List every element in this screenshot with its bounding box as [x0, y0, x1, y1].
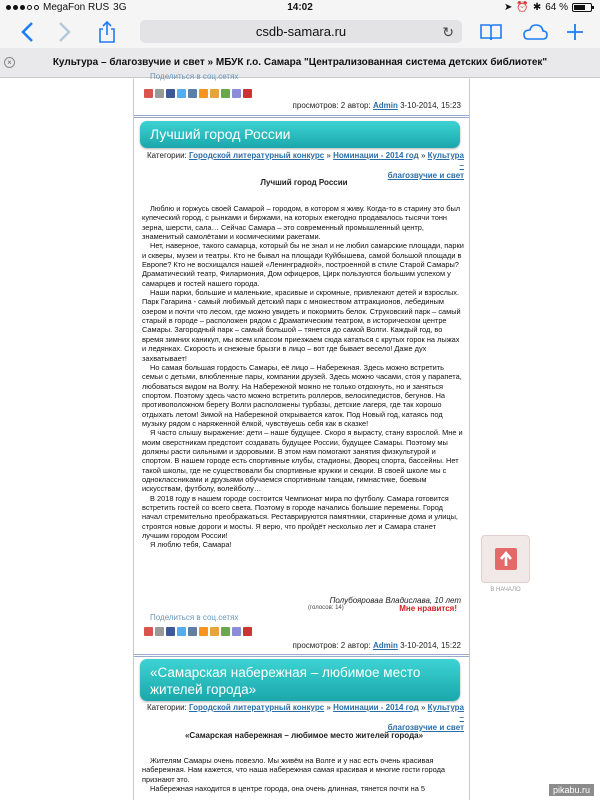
post-title[interactable]: «Самарская набережная – любимое место жителей города» — [140, 659, 460, 701]
article-paragraph: Я часто слышу выражение: дети – наше будущее. Скоро я вырасту, стану взрослой. Мне и моим сверстникам предстоит создавать будущее России, будущее Самары. Поэтому мы должны расти сильными и здоровыми. В этом нам помогают занятия физкультурой и спортом. В нашем городе есть спортивные клубы, стадионы, Дворец спорта, бассейны. Нет такой школы, где не существовали бы спортивные кружки и секции. В своей школе мы с одноклассниками и друзьями обучаемся спортивным танцам, гимнастике, боевым искусствам, футболу, волейболу… — [142, 428, 463, 494]
status-right — [504, 2, 592, 13]
reload-icon[interactable]: ↻ — [442, 24, 454, 40]
address-bar[interactable] — [140, 20, 462, 43]
share-icon-6[interactable] — [199, 89, 208, 98]
content-column — [133, 72, 470, 800]
share-icons — [144, 89, 252, 98]
forward-button[interactable] — [52, 16, 78, 48]
new-tab-button[interactable] — [562, 16, 588, 48]
share-icon-6[interactable] — [199, 627, 208, 636]
article-paragraph: Наши парки, большие и маленькие, красивые и скромные, привлекают детей и взрослых. Парк Гагарина - самый любимый детский парк с множеством аттракционов, лебединым озером и почти что лесом, где можно увидеть и покормить белок. Струковский парк – самый старый в городе – расположен рядом с Драматическим театром, в историческом центре Самары. Загородный парк – самый большой – тянется до самой Волги. Каждый год, во время зимних каникул, мы всем классом приезжаем сюда кататься с крутых горок на лыжах и ледянках. Скорость и снежные брызги в лицо – вот где бывает весело! Даже дух захватывает! — [142, 288, 461, 363]
share-icon-3[interactable] — [166, 89, 175, 98]
plus-icon — [566, 23, 584, 41]
post-title[interactable]: Лучший город России — [140, 121, 460, 148]
post-meta — [293, 101, 461, 110]
post-date: 3-10-2014, 15:23 — [400, 101, 461, 110]
share-icon-1[interactable] — [144, 627, 153, 636]
categories-prefix: Категории: — [147, 151, 187, 160]
browser-toolbar — [0, 16, 600, 48]
share-icon-1[interactable] — [144, 89, 153, 98]
share-icon-2 — [155, 627, 164, 636]
share-button[interactable] — [94, 16, 120, 48]
article-paragraph: Но самая большая гордость Самары, её лицо – Набережная. Здесь можно встретить семьи с детьми, влюбленные пары, компании друзей. Здесь можно часами, стоя у парапета, любоваться видом на Волгу. На Набережной можно не только отдохнуть, но и заняться спортом. Поэтому здесь часто можно встретить роллеров, велосипедистов, бегунов. На противоположном берегу Волги расположены турбазы, детские лагеря, где так хорошо отдыхать летом! Зимой на Набережной открывается каток. Под Новый год, катаясь под музыку рядом с наряженной ёлкой, чувствуешь себя как в сказке! — [142, 362, 462, 428]
article-paragraph: Люблю и горжусь своей Самарой – городом, в котором я живу. Когда-то в старину это был купеческий город, с рынками и биржами, на которых ежегодно продавалось тысячи тонн зерна, шерсти, сала… Сейчас Самара – это современный промышленный центр, знаменитый самолётами и космическими ракетами. — [142, 204, 461, 242]
category-link[interactable]: благозвучие и свет — [387, 723, 464, 732]
share-icon-7[interactable] — [210, 627, 219, 636]
article-body — [142, 756, 464, 793]
chevron-right-icon — [58, 21, 72, 43]
like-button[interactable]: Мне нравится! — [399, 604, 457, 613]
close-tab-icon[interactable]: × — [4, 57, 15, 68]
category-link[interactable]: Культура – — [427, 703, 464, 722]
category-link[interactable]: Номинации - 2014 год — [333, 151, 419, 160]
author-link[interactable]: Admin — [372, 641, 398, 650]
vote-count: (голосов: 14) — [308, 605, 344, 611]
post-date: 3-10-2014, 15:22 — [400, 641, 461, 650]
watermark: pikabu.ru — [549, 784, 594, 796]
icloud-tabs-button[interactable] — [518, 16, 552, 48]
tab-bar — [0, 48, 600, 78]
article-paragraph: Нет, наверное, такого самарца, который бы не знал и не любил самарские площади, парки и скверы, музеи и театры. Кто не бывал на площади Куйбышева, самой большой площади в Европе? Кто не восхищался нашей «Ленинградкой», построенной в стиле Старой Самары? Драматический театр, Филармония, Дом офицеров, Цирк пользуются большим успехом у самарцев и гостей нашего города. — [142, 241, 464, 288]
meta-prefix: просмотров: 2 автор: — [292, 641, 371, 650]
author-link[interactable]: Admin — [372, 101, 398, 110]
share-icon-10[interactable] — [243, 627, 252, 636]
share-icons — [144, 627, 252, 636]
share-icon-4[interactable] — [177, 89, 186, 98]
share-icon-7[interactable] — [210, 89, 219, 98]
category-link[interactable]: Городской литературный конкурс — [189, 703, 325, 712]
article-heading: «Самарская набережная – любимое место жителей города» — [184, 731, 424, 740]
battery-icon — [572, 3, 592, 12]
share-icon-9[interactable] — [232, 627, 241, 636]
category-link[interactable]: Городской литературный конкурс — [189, 151, 325, 160]
book-icon — [479, 22, 503, 42]
category-link[interactable]: Номинации - 2014 год — [333, 703, 419, 712]
back-to-top-button[interactable] — [481, 535, 530, 583]
web-page — [0, 72, 600, 800]
bookmarks-button[interactable] — [476, 16, 506, 48]
article-paragraph: Набережная находится в центре города, она очень длинная, тянется почти на 5 — [150, 784, 425, 794]
share-icon-10[interactable] — [243, 89, 252, 98]
battery-percent: 64 % — [545, 2, 568, 13]
post-meta — [293, 641, 461, 650]
share-icon-3[interactable] — [166, 627, 175, 636]
author-signature: Полубояроваа Владислава, 10 лет — [329, 596, 461, 605]
tab-title[interactable]: Культура – благозвучие и свет » МБУК г.о. Самара "Централизованная система детских библиотек" — [52, 57, 548, 68]
category-link[interactable]: Культура – — [427, 151, 464, 170]
categories-prefix: Категории: — [147, 703, 187, 712]
share-icon-9[interactable] — [232, 89, 241, 98]
alarm-icon: ⏰ — [516, 2, 529, 13]
status-bar — [0, 0, 600, 16]
article-heading: Лучший город России — [260, 178, 348, 187]
share-icon — [98, 20, 116, 44]
article-paragraph: Жителям Самары очень повезло. Мы живём на Волге и у нас есть очень красивая набережная. Нам кажется, что наша набережная самая красивая и многие гости города признают это. — [142, 756, 446, 784]
bluetooth-icon: ✱ — [532, 2, 542, 13]
divider — [134, 115, 469, 118]
article-paragraph: Я люблю тебя, Самара! — [150, 540, 232, 550]
url-text: csdb-samara.ru — [255, 24, 347, 39]
article-body — [142, 204, 464, 550]
share-icon-5[interactable] — [188, 89, 197, 98]
back-button[interactable] — [14, 16, 40, 48]
share-icon-5[interactable] — [188, 627, 197, 636]
article-paragraph: В 2018 году в нашем городе состоится Чемпионат мира по футболу. Самара готовится встретить гостей со всего света. Поэтому в городе начались большие перемены. Город начал стремительно преображаться. Реставрируются памятники, старинные дома и улицы, строятся новые дороги и мосты. Я верю, что пройдёт несколько лет и Самара станет лучшим городом России! — [142, 493, 458, 541]
share-icon-8[interactable] — [221, 89, 230, 98]
share-icon-4[interactable] — [177, 627, 186, 636]
share-label: Поделиться в соц.сетях — [150, 72, 239, 81]
location-icon: ➤ — [503, 2, 513, 13]
carrier-label: MegaFon RUS — [43, 2, 110, 13]
network-label: 3G — [113, 2, 127, 13]
share-label: Поделиться в соц.сетях — [150, 613, 239, 622]
cloud-icon — [521, 22, 549, 42]
share-icon-8[interactable] — [221, 627, 230, 636]
post-categories: Категории: Городской литературный конкурс » Номинации - 2014 год » Культура – благозвучие и свет — [147, 151, 464, 180]
arrow-up-icon — [495, 548, 517, 570]
category-link[interactable]: благозвучие и свет — [387, 171, 464, 180]
meta-prefix: просмотров: 2 автор: — [292, 101, 371, 110]
divider — [134, 654, 469, 657]
back-to-top-label: В НАЧАЛО — [490, 587, 521, 593]
post-categories: Категории: Городской литературный конкурс » Номинации - 2014 год » Культура – благозвучие и свет — [147, 703, 464, 732]
chevron-left-icon — [20, 21, 34, 43]
share-icon-2 — [155, 89, 164, 98]
clock: 14:02 — [287, 2, 313, 13]
